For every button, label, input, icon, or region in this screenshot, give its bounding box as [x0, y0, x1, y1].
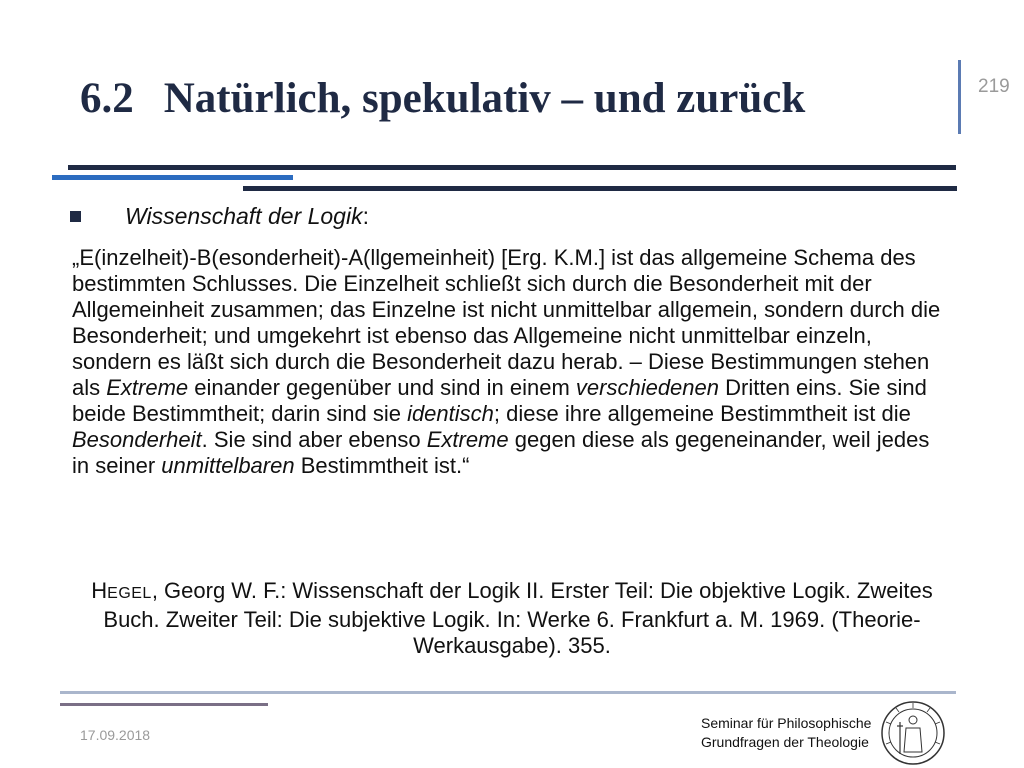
quote-emphasis: unmittelbaren: [161, 453, 295, 478]
quote-segment: . Sie sind aber ebenso: [201, 427, 427, 452]
header-vertical-divider: [958, 60, 961, 134]
university-seal-icon: [880, 700, 946, 766]
square-bullet-icon: [70, 211, 81, 222]
citation-author-rest: EGEL: [107, 585, 152, 602]
bullet-heading-title: Wissenschaft der Logik: [125, 203, 363, 229]
institution-line-2: Grundfragen der Theologie: [701, 734, 869, 750]
quote-segment: „E(inzelheit)-B(esonderheit)-A(llgemeinheit) [Erg. K.M.] ist das allgemeine Schema des bestimmten Schlusses. Die Einzelheit schließt sich durch die Besonderheit mit der Allgemeinheit zusammen; das Einzelne ist nicht unmittelbar allgemein, sondern durch die Besonderheit; und umgekehrt ist ebenso das Allgemeine nicht unmittelbar einzeln, sondern es läßt sich durch die Besonderheit dazu herab. – Diese Bestimmungen stehen als: [72, 245, 941, 400]
footer-institution: [701, 714, 871, 752]
slide-title: [80, 74, 805, 123]
header-bar-blue: [52, 175, 293, 180]
title-text: Natürlich, spekulativ – und zurück: [163, 75, 806, 122]
quote-segment: einander gegenüber und sind in einem: [188, 375, 576, 400]
bullet-heading: [125, 203, 369, 230]
citation: [72, 578, 952, 659]
footer-line: [60, 691, 956, 694]
footer-accent-line: [60, 703, 268, 706]
quote-emphasis: identisch: [407, 401, 494, 426]
header-bar-dark-lower: [243, 186, 957, 191]
quote-segment: gegen diese als gegeneinander, weil jedes in seiner: [72, 427, 930, 478]
quote-text: [72, 245, 952, 479]
section-number: 6.2: [80, 75, 134, 122]
bullet-heading-suffix: :: [362, 203, 369, 229]
quote-segment: ; diese ihre allgemeine Bestimmtheit ist die: [493, 401, 911, 426]
institution-line-1: Seminar für Philosophische: [701, 715, 872, 731]
header-bar-dark: [68, 165, 956, 170]
quote-emphasis: verschiedenen: [575, 375, 720, 400]
quote-emphasis: Extreme: [106, 375, 189, 400]
quote-emphasis: Besonderheit: [72, 427, 202, 452]
quote-segment: Dritten eins. Sie sind beide Bestimmtheit; darin sind sie: [72, 375, 927, 426]
footer-date: 17.09.2018: [80, 727, 151, 743]
citation-text: , Georg W. F.: Wissenschaft der Logik II. Erster Teil: Die objektive Logik. Zweites Buch. Zweiter Teil: Die subjektive Logik. In: Werke 6. Frankfurt a. M. 1969. (Theorie-Werkausgabe). 355.: [103, 578, 933, 658]
citation-author-initial: H: [91, 578, 108, 603]
quote-segment: Bestimmtheit ist.“: [294, 453, 470, 478]
page-number: 219: [978, 76, 1010, 97]
quote-emphasis: Extreme: [426, 427, 509, 452]
